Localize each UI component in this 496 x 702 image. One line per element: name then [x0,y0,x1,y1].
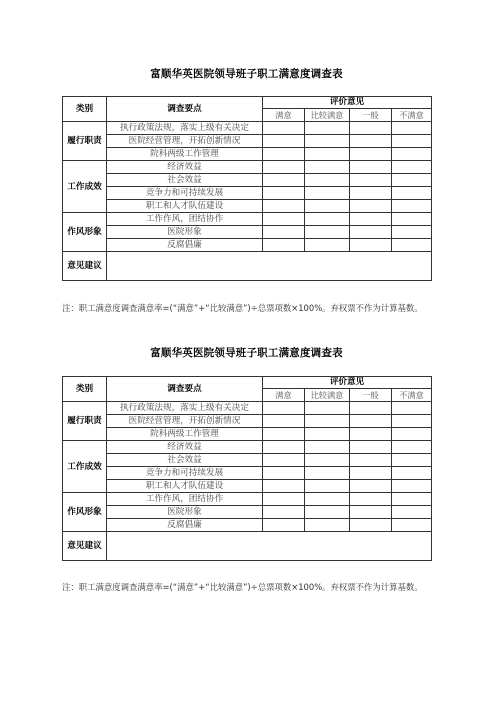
category-conduct: 作风形象 [63,493,107,532]
rating-cell[interactable] [392,226,432,239]
rating-cell[interactable] [305,226,350,239]
rating-cell[interactable] [305,239,350,252]
category-conduct: 作风形象 [63,213,107,252]
survey-item: 院科两级工作管理 [107,428,263,441]
opinion-field[interactable] [107,252,432,281]
rating-cell[interactable] [350,402,392,415]
rating-cell[interactable] [305,161,350,174]
form-title: 富顺华英医院领导班子职工满意度调查表 [150,347,343,359]
survey-item: 院科两级工作管理 [107,148,263,161]
rating-cell[interactable] [392,239,432,252]
rating-cell[interactable] [392,161,432,174]
survey-item: 医院形象 [107,226,263,239]
rating-fairly-satisfied: 比较满意 [305,389,350,402]
rating-cell[interactable] [263,174,305,187]
rating-cell[interactable] [305,480,350,493]
rating-cell[interactable] [392,200,432,213]
category-results: 工作成效 [63,161,107,213]
rating-cell[interactable] [263,441,305,454]
header-points: 调查要点 [107,97,263,122]
opinion-label: 意见建议 [63,252,107,281]
rating-cell[interactable] [392,467,432,480]
rating-cell[interactable] [263,161,305,174]
rating-cell[interactable] [263,200,305,213]
rating-cell[interactable] [350,226,392,239]
rating-cell[interactable] [350,148,392,161]
survey-item: 经济效益 [107,161,263,174]
survey-item: 社会效益 [107,174,263,187]
rating-cell[interactable] [305,493,350,506]
opinion-label: 意见建议 [63,532,107,561]
rating-cell[interactable] [263,519,305,532]
rating-cell[interactable] [392,135,432,148]
survey-item: 经济效益 [107,441,263,454]
survey-form-1 [62,67,431,81]
rating-cell[interactable] [350,174,392,187]
rating-cell[interactable] [305,415,350,428]
rating-dissatisfied: 不满意 [392,109,432,122]
rating-cell[interactable] [392,428,432,441]
survey-item: 医院经营管理，开拓创新情况 [107,415,263,428]
rating-cell[interactable] [392,493,432,506]
rating-cell[interactable] [392,187,432,200]
header-points: 调查要点 [107,377,263,402]
rating-cell[interactable] [350,441,392,454]
rating-cell[interactable] [263,493,305,506]
category-duties: 履行职责 [63,402,107,441]
rating-cell[interactable] [350,480,392,493]
rating-cell[interactable] [305,200,350,213]
rating-cell[interactable] [305,135,350,148]
header-evaluation: 评价意见 [263,377,432,389]
survey-item: 竞争力和可持续发展 [107,467,263,480]
rating-cell[interactable] [350,122,392,135]
rating-cell[interactable] [305,148,350,161]
category-duties: 履行职责 [63,122,107,161]
rating-cell[interactable] [263,480,305,493]
survey-item: 医院形象 [107,506,263,519]
survey-item: 执行政策法规，落实上级有关决定 [107,402,263,415]
rating-cell[interactable] [350,200,392,213]
rating-cell[interactable] [350,213,392,226]
rating-cell[interactable] [392,506,432,519]
rating-cell[interactable] [263,402,305,415]
rating-cell[interactable] [392,415,432,428]
rating-dissatisfied: 不满意 [392,389,432,402]
rating-cell[interactable] [263,428,305,441]
rating-cell[interactable] [263,213,305,226]
survey-item: 社会效益 [107,454,263,467]
rating-satisfied: 满意 [263,109,305,122]
rating-cell[interactable] [263,226,305,239]
rating-cell[interactable] [305,428,350,441]
category-results: 工作成效 [63,441,107,493]
rating-cell[interactable] [305,454,350,467]
rating-cell[interactable] [350,415,392,428]
rating-cell[interactable] [263,239,305,252]
rating-cell[interactable] [350,467,392,480]
rating-cell[interactable] [350,135,392,148]
rating-fairly-satisfied: 比较满意 [305,109,350,122]
survey-form-2 [62,346,431,360]
rating-cell[interactable] [305,467,350,480]
rating-cell[interactable] [263,122,305,135]
rating-average: 一般 [350,109,392,122]
survey-item: 医院经营管理，开拓创新情况 [107,135,263,148]
rating-average: 一般 [350,389,392,402]
rating-cell[interactable] [392,454,432,467]
rating-cell[interactable] [263,454,305,467]
rating-cell[interactable] [305,506,350,519]
footnote: 注：职工满意度调查满意率=(“满意”+“比较满意”)÷总票项数×100%。弃权票不作为计算基数。 [62,303,423,313]
rating-cell[interactable] [392,441,432,454]
rating-cell[interactable] [392,122,432,135]
rating-cell[interactable] [263,187,305,200]
rating-cell[interactable] [392,480,432,493]
rating-cell[interactable] [305,441,350,454]
rating-cell[interactable] [392,519,432,532]
rating-cell[interactable] [392,148,432,161]
header-category: 类别 [63,97,107,122]
survey-item: 执行政策法规，落实上级有关决定 [107,122,263,135]
rating-satisfied: 满意 [263,389,305,402]
rating-cell[interactable] [305,402,350,415]
rating-cell[interactable] [350,506,392,519]
survey-item: 反腐倡廉 [107,239,263,252]
rating-cell[interactable] [350,493,392,506]
rating-cell[interactable] [263,148,305,161]
header-category: 类别 [63,377,107,402]
rating-cell[interactable] [263,135,305,148]
rating-cell[interactable] [305,519,350,532]
rating-cell[interactable] [350,161,392,174]
survey-table-2 [62,376,431,561]
header-evaluation: 评价意见 [263,97,432,109]
footnote: 注：职工满意度调查满意率=(“满意”+“比较满意”)÷总票项数×100%。弃权票不作为计算基数。 [62,582,423,592]
rating-cell[interactable] [305,187,350,200]
rating-cell[interactable] [350,454,392,467]
rating-cell[interactable] [392,174,432,187]
rating-cell[interactable] [350,187,392,200]
rating-cell[interactable] [263,506,305,519]
survey-table-1 [62,96,431,281]
opinion-field[interactable] [107,532,432,561]
rating-cell[interactable] [305,122,350,135]
rating-cell[interactable] [263,415,305,428]
rating-cell[interactable] [392,213,432,226]
survey-item: 工作作风，团结协作 [107,213,263,226]
rating-cell[interactable] [350,239,392,252]
survey-item: 反腐倡廉 [107,519,263,532]
rating-cell[interactable] [350,519,392,532]
rating-cell[interactable] [305,174,350,187]
survey-item: 工作作风，团结协作 [107,493,263,506]
survey-item: 竞争力和可持续发展 [107,187,263,200]
rating-cell[interactable] [305,213,350,226]
rating-cell[interactable] [350,428,392,441]
rating-cell[interactable] [263,467,305,480]
survey-item: 职工和人才队伍建设 [107,480,263,493]
form-title: 富顺华英医院领导班子职工满意度调查表 [150,68,343,80]
survey-item: 职工和人才队伍建设 [107,200,263,213]
rating-cell[interactable] [392,402,432,415]
